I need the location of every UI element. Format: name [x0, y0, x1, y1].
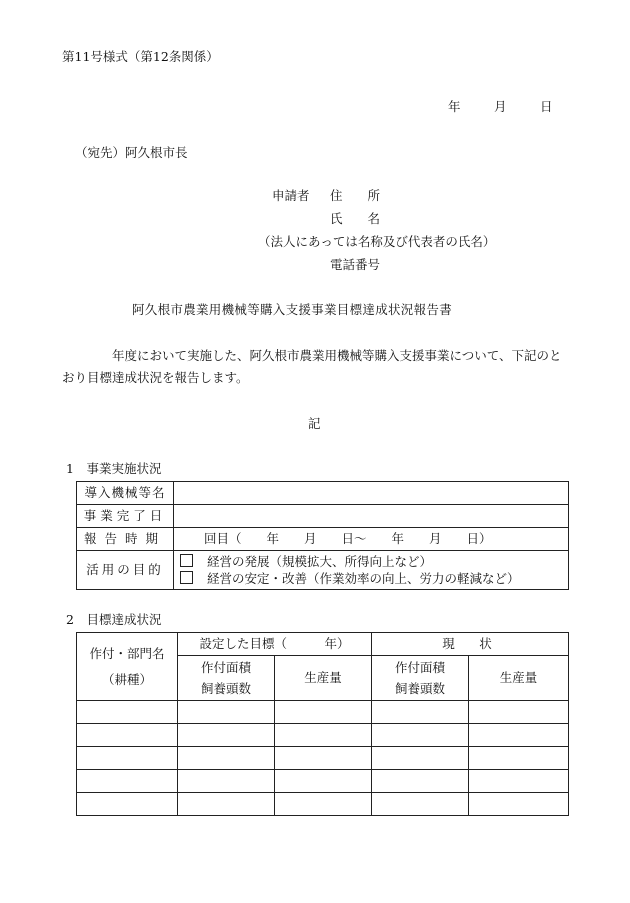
current-area-header: 作付面積 飼養頭数: [372, 656, 469, 701]
target-production-header: 生産量: [275, 656, 372, 701]
purpose-option-1[interactable]: 経営の発展（規模拡大、所得向上など）: [180, 553, 568, 570]
purpose-option-2[interactable]: 経営の安定・改善（作業効率の向上、労力の軽減など）: [180, 570, 568, 587]
completion-date-label: 事業完了日: [77, 505, 174, 528]
table-row: [77, 551, 569, 590]
table-row: [77, 747, 569, 770]
table-row: [77, 633, 569, 656]
applicant-address-label: 住 所: [330, 188, 381, 203]
table-row: [77, 793, 569, 816]
crop-header: 作付・部門名 （耕種）: [77, 633, 178, 701]
document-title: 阿久根市農業用機械等購入支援事業目標達成状況報告書: [132, 302, 453, 317]
corporate-note: （法人にあっては名称及び代表者の氏名）: [258, 234, 496, 249]
target-table: [76, 632, 569, 816]
report-period-value: 回目（ 年 月 日～ 年 月 日）: [174, 528, 569, 551]
form-number: 第11号様式（第12条関係）: [62, 49, 219, 64]
report-period-label: 報告時期: [77, 528, 174, 551]
date-day-label: 日: [540, 99, 553, 114]
table-row: [77, 528, 569, 551]
section2-heading: 2 目標達成状況: [66, 612, 162, 627]
implementation-table: [76, 481, 569, 590]
ki-label: 記: [308, 416, 321, 431]
date-year-label: 年: [448, 99, 461, 114]
body-text: 年度において実施した、阿久根市農業用機械等購入支援事業について、下記のとおり目標達成状況を報告します。: [62, 348, 562, 385]
completion-date-value: [174, 505, 569, 528]
applicant-phone-label: 電話番号: [330, 257, 381, 272]
set-target-header: 設定した目標（ 年）: [178, 633, 372, 656]
table-row: [77, 505, 569, 528]
table-row: [77, 482, 569, 505]
applicant-name-label: 氏 名: [330, 211, 381, 226]
checkbox-icon[interactable]: [180, 571, 193, 584]
section1-heading: 1 事業実施状況: [66, 461, 162, 476]
date-month-label: 月: [494, 99, 507, 114]
table-row: [77, 724, 569, 747]
purpose-options: [174, 551, 569, 590]
addressee: （宛先）阿久根市長: [75, 145, 188, 160]
purpose-label: 活用の目的: [77, 551, 174, 590]
table-row: [77, 770, 569, 793]
checkbox-icon[interactable]: [180, 554, 193, 567]
table-row: [77, 701, 569, 724]
current-header: 現 状: [372, 633, 569, 656]
equipment-label: 導入機械等名: [77, 482, 174, 505]
current-production-header: 生産量: [469, 656, 569, 701]
equipment-value: [174, 482, 569, 505]
target-area-header: 作付面積 飼養頭数: [178, 656, 275, 701]
applicant-label: 申請者: [272, 188, 310, 203]
